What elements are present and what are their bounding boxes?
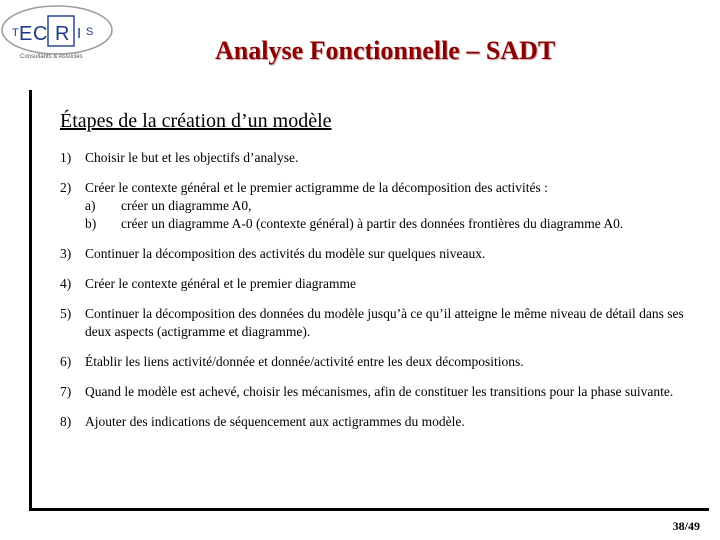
sub-step-item — [85, 197, 700, 215]
step-text: Quand le modèle est achevé, choisir les mécanismes, afin de constituer les transitions pour la phase suivante. — [85, 384, 674, 399]
logo-letter-t: T — [12, 27, 19, 39]
sub-step-letter: a) — [85, 198, 96, 213]
step-text: Créer le contexte général et le premier actigramme de la décomposition des activités : — [85, 180, 548, 195]
step-text: Établir les liens activité/donnée et donnée/activité entre les deux décompositions. — [85, 354, 524, 369]
step-text: Créer le contexte général et le premier diagramme — [85, 276, 356, 291]
sub-step-text: créer un diagramme A0, — [121, 198, 252, 213]
bottom-border-line — [29, 508, 709, 511]
tecris-logo — [0, 0, 118, 64]
step-body — [85, 275, 700, 293]
sub-step-text: créer un diagramme A-0 (contexte général) à partir des données frontières du diagramme A0. — [121, 216, 624, 231]
tecris-logo-graphic — [0, 0, 118, 64]
step-text: Continuer la décomposition des activités du modèle sur quelques niveaux. — [85, 246, 486, 261]
logo-tagline: Consultants & Associés — [20, 54, 83, 60]
step-body — [85, 413, 700, 431]
sub-step-list — [85, 197, 700, 233]
step-number: 8) — [60, 414, 72, 429]
step-item — [60, 383, 700, 401]
step-text: Ajouter des indications de séquencement aux actigrammes du modèle. — [85, 414, 465, 429]
step-item — [60, 413, 700, 431]
sub-step-item — [85, 215, 700, 233]
steps-list — [60, 149, 700, 431]
step-body — [85, 245, 700, 263]
logo-letter-r: R — [55, 23, 70, 45]
step-number: 7) — [60, 384, 72, 399]
step-number: 6) — [60, 354, 72, 369]
step-item — [60, 275, 700, 293]
step-number: 2) — [60, 180, 72, 195]
step-number: 5) — [60, 306, 72, 321]
slide-title: Analyse Fonctionnelle – SADT — [215, 36, 556, 65]
logo-letter-s: S — [86, 26, 94, 38]
step-body — [85, 179, 700, 233]
step-number: 4) — [60, 276, 72, 291]
page-number: 38/49 — [672, 519, 700, 533]
step-body — [85, 383, 700, 401]
step-item — [60, 149, 700, 167]
step-body — [85, 149, 700, 167]
sub-step-letter: b) — [85, 216, 97, 231]
step-item — [60, 179, 700, 233]
step-text: Continuer la décomposition des données du modèle jusqu’à ce qu’il atteigne le même niveau de détail dans ses deux aspects (actigramme et diagramme). — [85, 306, 684, 339]
logo-letter-c: C — [33, 23, 48, 45]
slide-content — [60, 110, 700, 443]
step-item — [60, 305, 700, 341]
step-item — [60, 353, 700, 371]
step-number: 1) — [60, 150, 72, 165]
logo-letter-e: E — [19, 23, 33, 45]
step-number: 3) — [60, 246, 72, 261]
step-body — [85, 305, 700, 341]
step-body — [85, 353, 700, 371]
section-heading: Étapes de la création d’un modèle — [60, 110, 332, 132]
left-border-line — [29, 90, 32, 510]
logo-letter-i: I — [77, 25, 82, 42]
step-item — [60, 245, 700, 263]
step-text: Choisir le but et les objectifs d’analyse. — [85, 150, 299, 165]
